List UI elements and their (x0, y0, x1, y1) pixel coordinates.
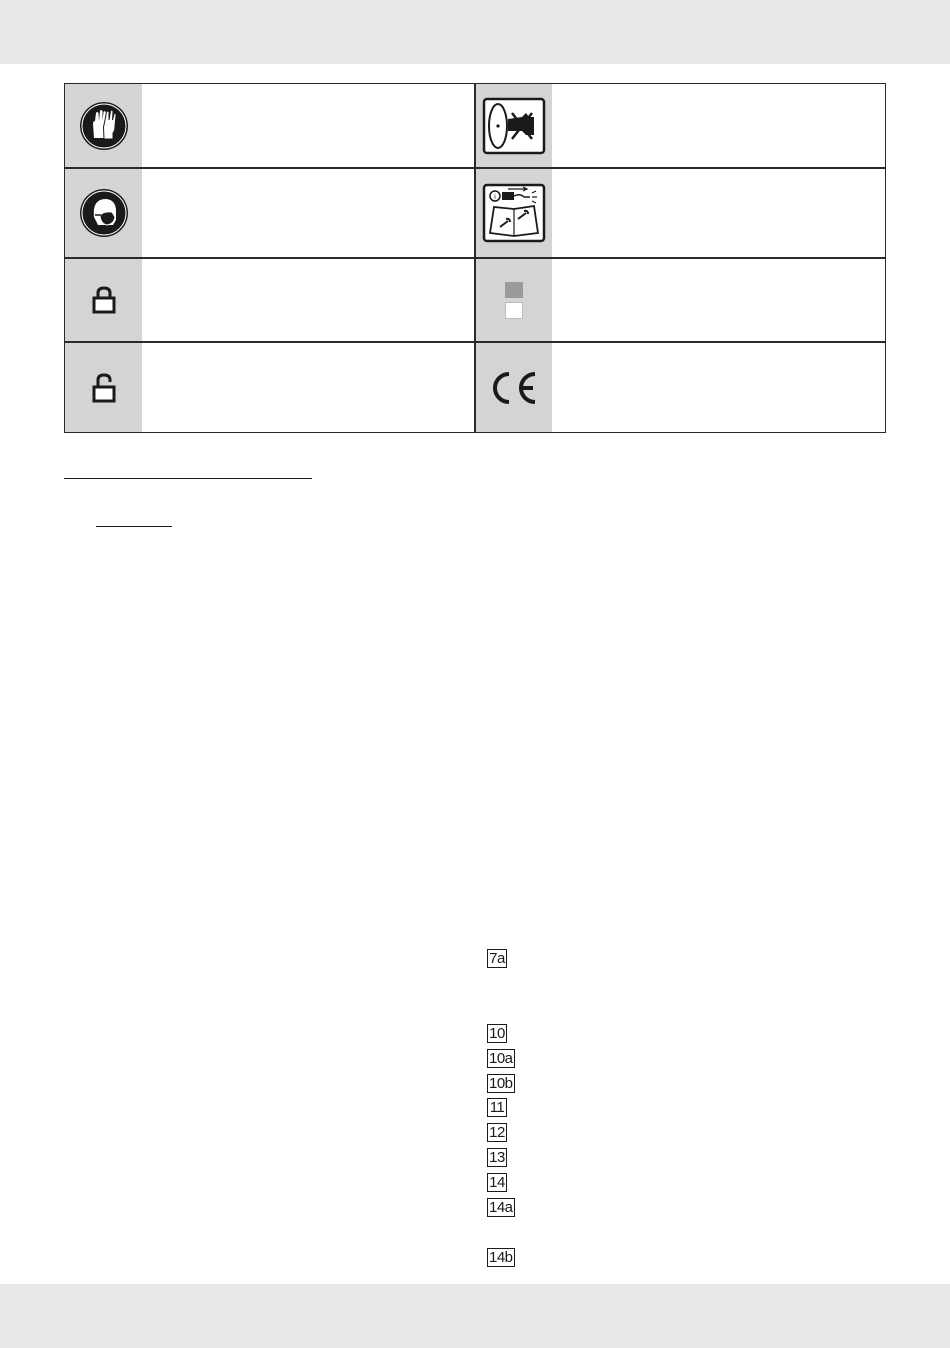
footer-band (0, 1284, 950, 1348)
part-ref-badge: 14 (487, 1173, 507, 1192)
symbol-cell-lock-closed (65, 259, 142, 341)
grey-swatch (505, 282, 523, 298)
symbol-cell-dust-mask (65, 169, 142, 257)
part-ref-badge: 14a (489, 1199, 513, 1216)
part-ref-badge: 13 (487, 1148, 507, 1167)
part-ref-badge: 7a (487, 949, 507, 968)
ce-mark-icon (489, 370, 539, 406)
dust-mask-icon (78, 187, 130, 239)
symbol-cell-unplug-maintenance (476, 169, 552, 257)
unplug-maintenance-icon (482, 183, 546, 243)
symbol-description (553, 84, 885, 167)
symbol-description (143, 84, 474, 167)
symbol-description (143, 169, 474, 257)
symbol-cell-gloves (65, 84, 142, 167)
symbol-cell-blade-warning (476, 84, 552, 167)
symbol-table (64, 83, 886, 433)
part-ref-badge: 10a (489, 1050, 513, 1067)
symbol-description (143, 343, 474, 432)
symbol-cell-ce-mark (476, 343, 552, 432)
symbol-cell-lock-open (65, 343, 142, 432)
part-ref-badge: 12 (487, 1123, 507, 1142)
section-heading-rule (64, 478, 312, 479)
part-ref-badge: 10b (489, 1075, 513, 1092)
white-swatch (506, 303, 523, 319)
symbol-cell-color-swatches (476, 259, 552, 341)
color-swatches-icon (503, 280, 525, 320)
symbol-description (553, 259, 885, 341)
lock-open-icon (91, 372, 117, 404)
blade-hand-warning-icon (482, 97, 546, 155)
part-ref-badge: 10 (487, 1024, 507, 1043)
part-ref-badge: 11 (487, 1098, 507, 1117)
symbol-description (553, 343, 885, 432)
symbol-description (553, 169, 885, 257)
gloves-icon (78, 100, 130, 152)
svg-text:i: i (494, 193, 496, 201)
header-band (0, 0, 950, 64)
part-ref-badge: 14b (489, 1249, 513, 1266)
lock-closed-icon (91, 285, 117, 315)
symbol-description (143, 259, 474, 341)
subsection-heading-rule (96, 526, 172, 527)
